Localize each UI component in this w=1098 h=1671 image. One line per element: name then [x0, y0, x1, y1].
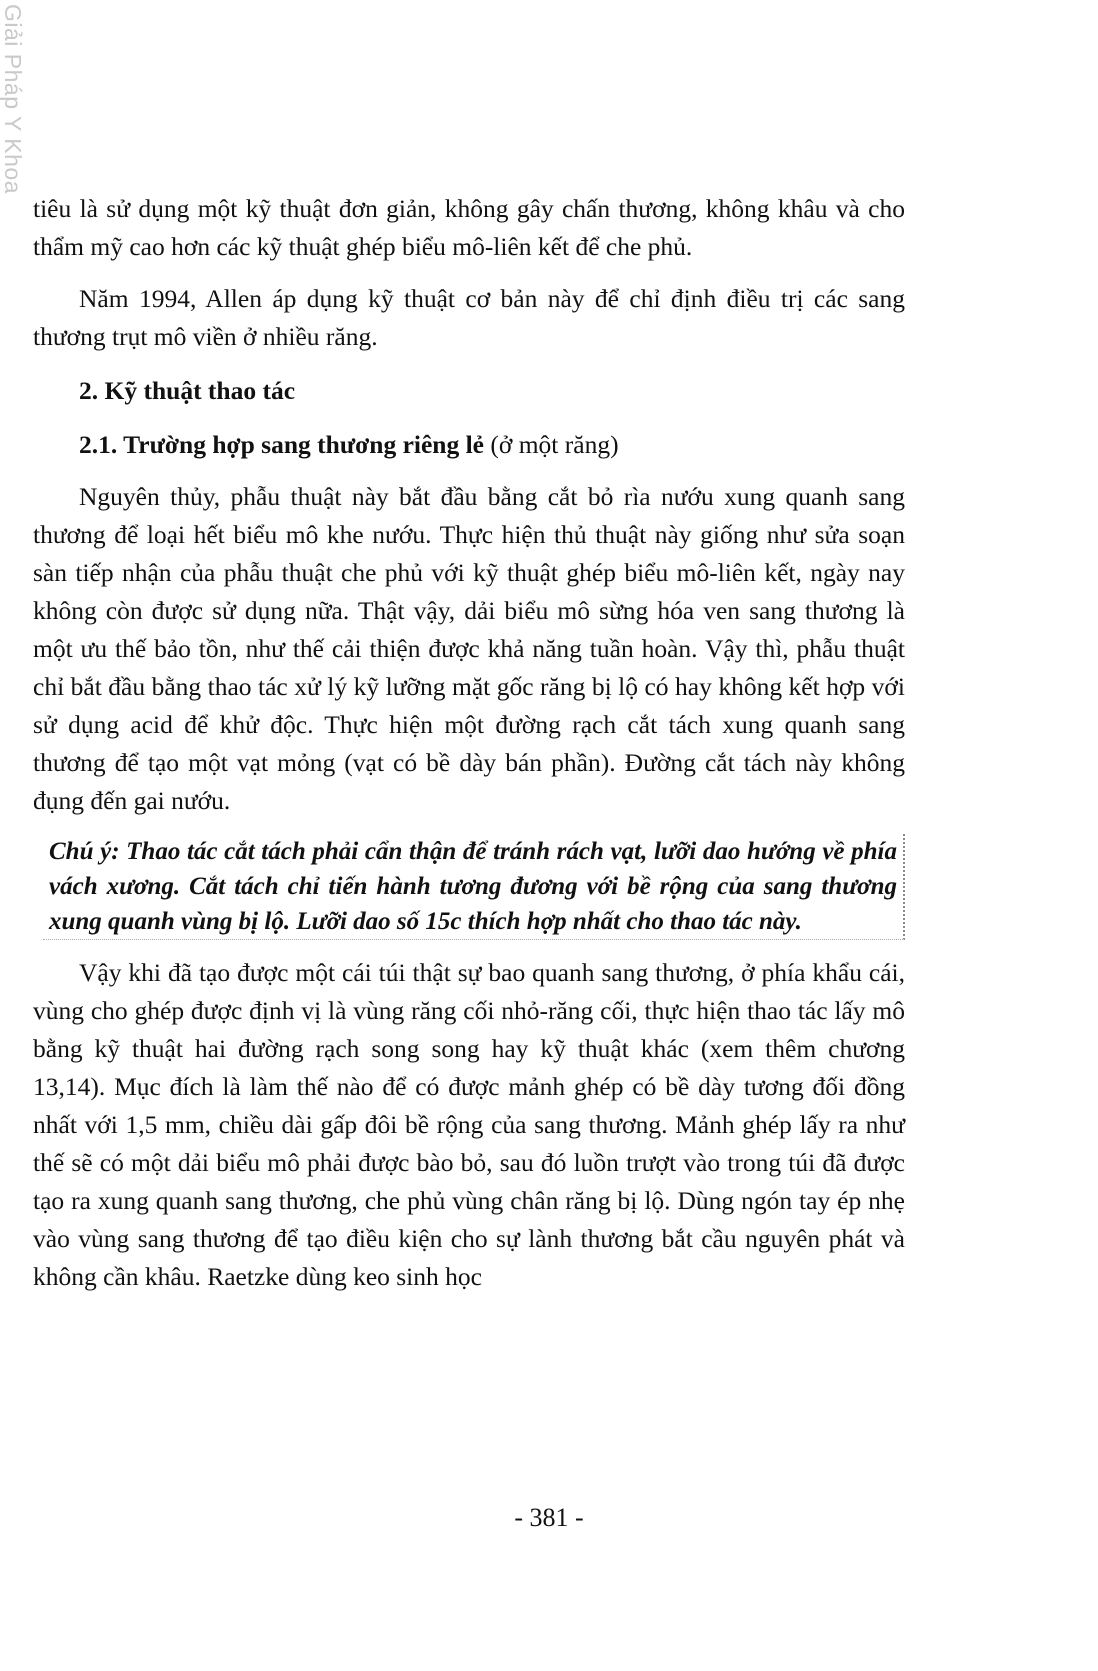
page-body [33, 190, 905, 1296]
watermark-text: Giải Pháp Y Khoa [0, 4, 26, 195]
subsection-title: 2.1. Trường hợp sang thương riêng lẻ [79, 430, 484, 459]
paragraph-allen: Năm 1994, Allen áp dụng kỹ thuật cơ bản này để chỉ định điều trị các sang thương trụt mô viền ở nhiều răng. [33, 284, 905, 351]
paragraph-graft: Vậy khi đã tạo được một cái túi thật sự bao quanh sang thương, ở phía khẩu cái, vùng cho ghép được định vị là vùng răng cối nhỏ-răng cối, thực hiện thao tác lấy mô bằng kỹ thuật hai đường rạch song song hay kỹ thuật khác (xem thêm chương 13,14). Mục đích là làm thế nào để có được mảnh ghép có bề dày tương đối đồng nhất với 1,5 mm, chiều dài gấp đôi bề rộng của sang thương. Mảnh ghép lấy ra như thế sẽ có một dải biểu mô phải được bào bỏ, sau đó luồn trượt vào trong túi đã được tạo ra xung quanh sang thương, che phủ vùng chân răng bị lộ. Dùng ngón tay ép nhẹ vào vùng sang thương để tạo điều kiện cho sự lành thương bắt cầu nguyên phát và không cần khâu. Raetzke dùng keo sinh học [33, 958, 905, 1291]
section-heading: 2. Kỹ thuật thao tác [79, 376, 296, 405]
paragraph-procedure: Nguyên thủy, phẫu thuật này bắt đầu bằng cắt bỏ rìa nướu xung quanh sang thương để loại hết biểu mô khe nướu. Thực hiện thủ thuật này giống như sửa soạn sàn tiếp nhận của phẫu thuật che phủ với kỹ thuật ghép biểu mô-liên kết, ngày nay không còn được sử dụng nữa. Thật vậy, dải biểu mô sừng hóa ven sang thương là một ưu thế bảo tồn, như thế cải thiện được khả năng tuần hoàn. Vậy thì, phẫu thuật chỉ bắt đầu bằng thao tác xử lý kỹ lưỡng mặt gốc răng bị lộ có hay không kết hợp với sử dụng acid để khử độc. Thực hiện một đường rạch cắt tách xung quanh sang thương để tạo một vạt mỏng (vạt có bề dày bán phần). Đường cắt tách này không đụng đến gai nướu. [33, 482, 905, 815]
subsection-heading [33, 426, 905, 464]
page-number: - 381 - [514, 1503, 584, 1532]
paragraph-intro: tiêu là sử dụng một kỹ thuật đơn giản, không gây chấn thương, không khâu và cho thẩm mỹ cao hơn các kỹ thuật ghép biểu mô-liên kết để che phủ. [33, 194, 905, 261]
note-box: Chú ý: Thao tác cắt tách phải cẩn thận để tránh rách vạt, lưỡi dao hướng về phía vách xương. Cắt tách chỉ tiến hành tương đương với bề rộng của sang thương xung quanh vùng bị lộ. Lưỡi dao số 15c thích hợp nhất cho thao tác này. [43, 834, 905, 940]
subsection-qualifier: (ở một răng) [484, 430, 619, 459]
